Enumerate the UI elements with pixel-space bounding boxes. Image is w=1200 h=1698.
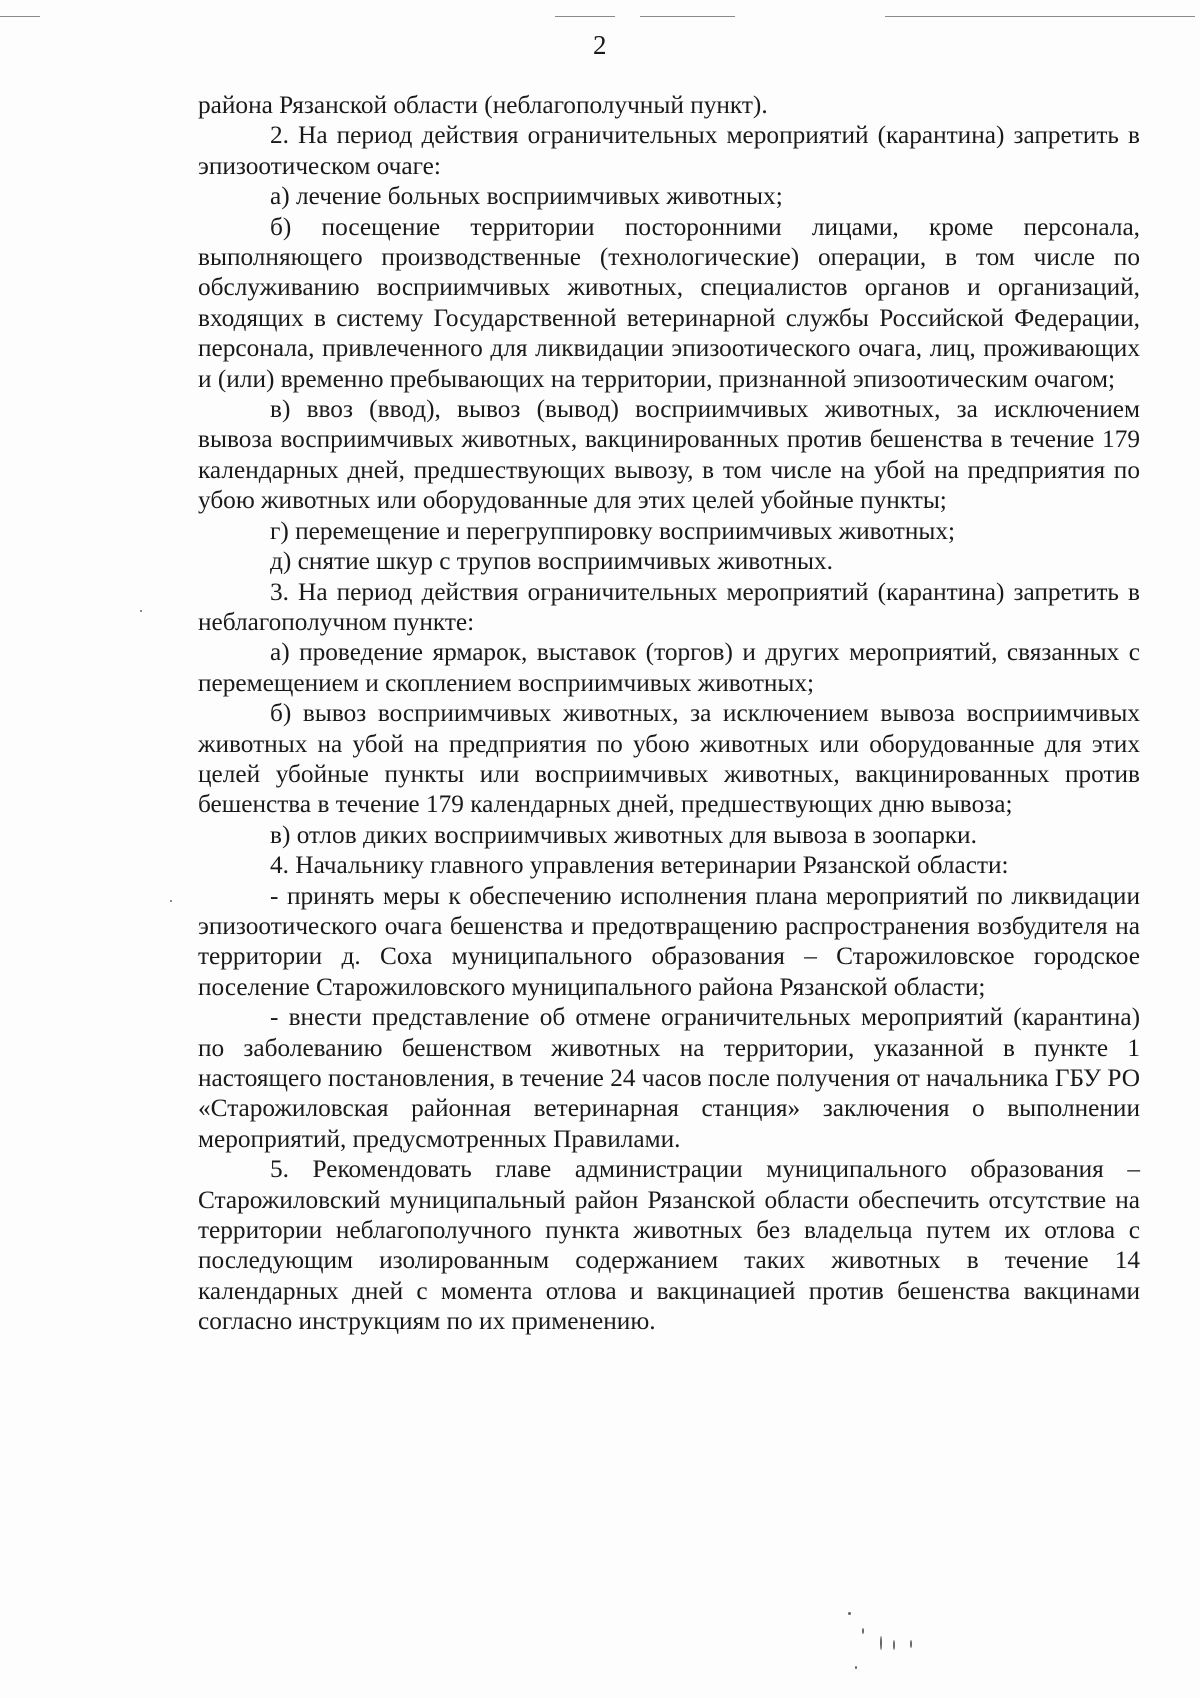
item-2d: д) снятие шкур с трупов восприимчивых животных.: [270, 547, 833, 576]
item-4-measures: - принять меры к обеспечению исполнения плана мероприятий по ликвидации эпизоотического очага бешенства и предотвращению распространения возбудителя на территории д. Соха муниципального образования – Старожиловское городское поселение Старожиловского муниципального района Рязанской области;: [198, 881, 1140, 1001]
item-3v: в) отлов диких восприимчивых животных для вывоза в зоопарки.: [270, 820, 977, 849]
paragraph-2: 2. На период действия ограничительных мероприятий (карантина) запретить в эпизоотическом очаге:: [198, 121, 1140, 180]
item-2v: в) ввоз (ввод), вывоз (вывод) восприимчивых животных, за исключением вывоза восприимчивых животных, вакцинированных против бешенства в течение 179 календарных дней, предшествующих вывозу, в том числе на убой на предприятия по убою животных или оборудованные для этих целей убойные пункты;: [198, 395, 1140, 515]
paragraph-5: 5. Рекомендовать главе администрации муниципального образования – Старожиловский муниципальный район Рязанской области обеспечить отсутствие на территории неблагополучного пункта животных без владельца путем их отлова с последующим изолированным содержанием таких животных в течение 14 календарных дней с момента отлова и вакцинацией против бешенства вакцинами согласно инструкциям по их применению.: [198, 1155, 1140, 1336]
paragraph-4: 4. Начальнику главного управления ветеринарии Рязанской области:: [270, 851, 1009, 880]
item-4-submission: - внести представление об отмене ограничительных мероприятий (карантина) по заболеванию бешенством животных на территории, указанной в пункте 1 настоящего постановления, в течение 24 часов после получения от начальника ГБУ РО «Старожиловская районная ветеринарная станция» заключения о выполнении мероприятий, предусмотренных Правилами.: [198, 1003, 1140, 1153]
document-body: [198, 90, 1140, 1337]
paragraph-3: 3. На период действия ограничительных мероприятий (карантина) запретить в неблагополучном пункте:: [198, 577, 1140, 636]
item-2a: а) лечение больных восприимчивых животных;: [270, 182, 783, 211]
item-2b: б) посещение территории посторонними лицами, кроме персонала, выполняющего производственные (технологические) операции, в том числе по обслуживанию восприимчивых животных, специалистов органов и организаций, входящих в систему Государственной ветеринарной службы Российской Федерации, персонала, привлеченного для ликвидации эпизоотического очага, лиц, проживающих и (или) временно пребывающих на территории, признанной эпизоотическим очагом;: [198, 212, 1140, 393]
paragraph-1-continuation: района Рязанской области (неблагополучный пункт).: [198, 91, 768, 119]
item-2g: г) перемещение и перегруппировку восприимчивых животных;: [270, 516, 956, 545]
page-number: 2: [593, 30, 607, 60]
item-3b: б) вывоз восприимчивых животных, за исключением вывоза восприимчивых животных на убой на предприятия по убою животных или оборудованные для этих целей убойные пункты или восприимчивых животных, вакцинированных против бешенства в течение 179 календарных дней, предшествующих дню вывоза;: [198, 699, 1140, 819]
item-3a: а) проведение ярмарок, выставок (торгов) и других мероприятий, связанных с перемещением и скоплением восприимчивых животных;: [198, 638, 1140, 697]
